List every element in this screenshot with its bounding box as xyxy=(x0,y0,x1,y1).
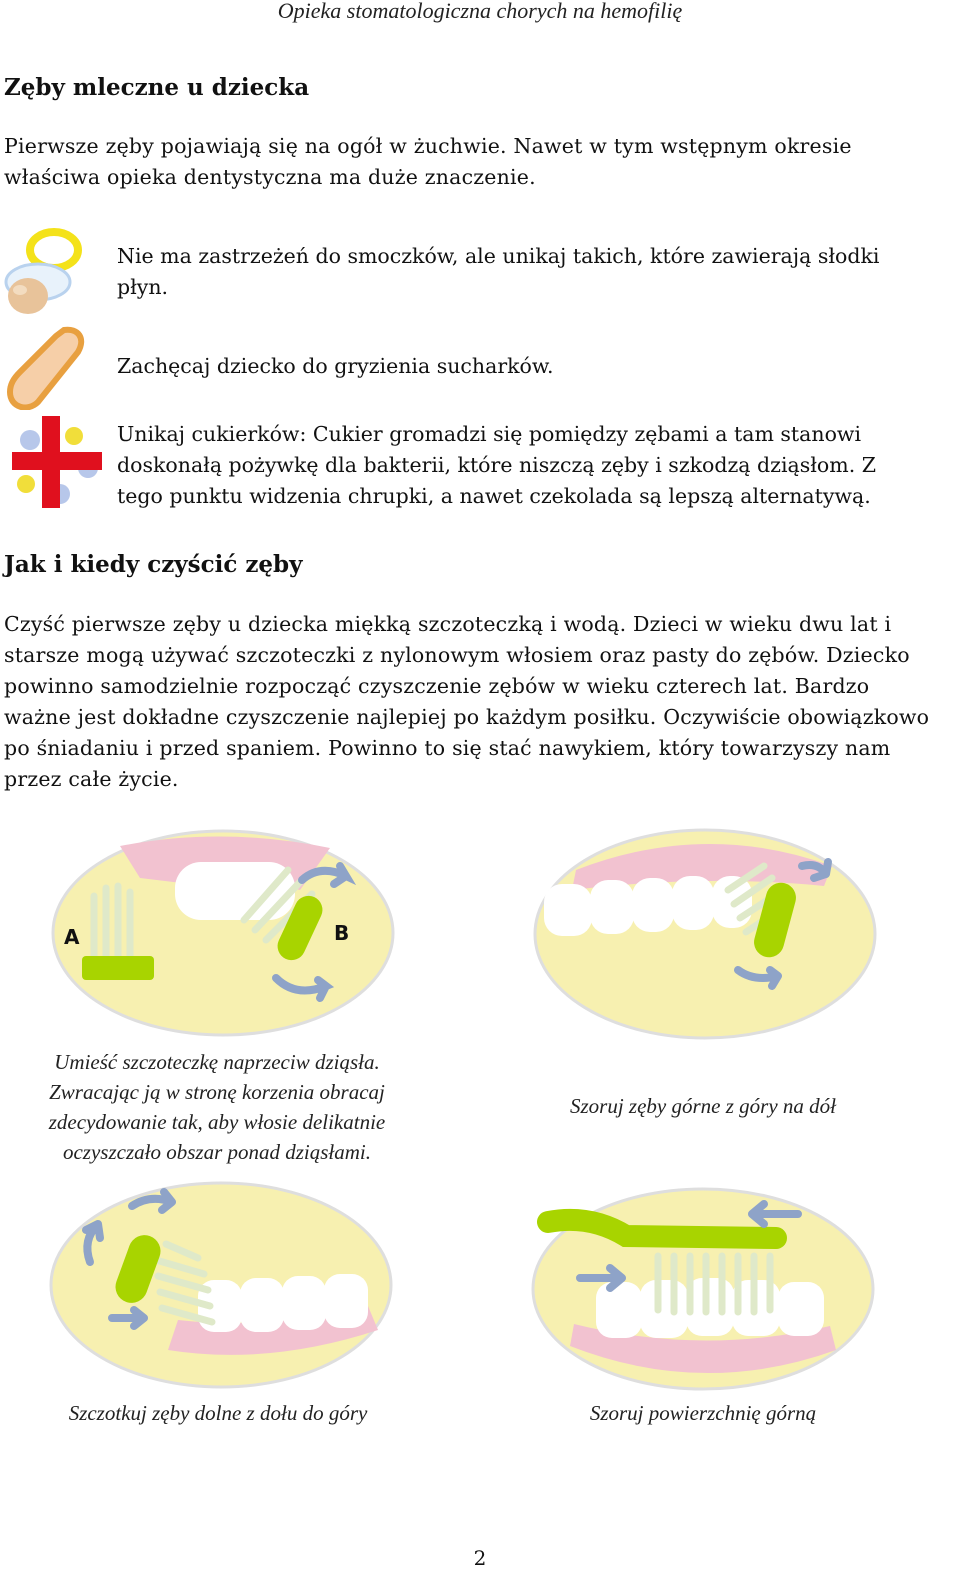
illustration-upper-teeth xyxy=(532,826,878,1042)
label-a: A xyxy=(64,925,80,949)
rusk-icon xyxy=(4,324,88,410)
caption-chewing-surface: Szoruj powierzchnię górną xyxy=(589,1401,817,1425)
intro-paragraph: Pierwsze zęby pojawiają się na ogół w żuchwie. Nawet w tym wstępnym okresie właściwa opieka dentystyczna ma duże znaczenie. xyxy=(4,134,852,189)
page-number: 2 xyxy=(473,1546,487,1570)
section-heading-brushing: Jak i kiedy czyścić zęby xyxy=(4,551,303,578)
item-sweets-text: Unikaj cukierków: Cukier gromadzi się pomiędzy zębami a tam stanowi doskonałą pożywkę dla bakterii, które niszczą zęby i szkodzą dziąsłom. Z tego punktu widzenia chrupki, a nawet czekolada są lepszą alternatywą. xyxy=(117,422,876,508)
caption-lower-teeth: Szczotkuj zęby dolne z dołu do góry xyxy=(68,1401,368,1425)
illustration-gum-angle xyxy=(50,828,396,1038)
section-heading-baby-teeth: Zęby mleczne u dziecka xyxy=(4,74,310,101)
pacifier-icon xyxy=(2,224,84,324)
illustration-chewing-surface xyxy=(530,1186,876,1392)
running-header: Opieka stomatologiczna chorych na hemofilię xyxy=(277,0,683,23)
caption-upper-teeth: Szoruj zęby górne z góry na dół xyxy=(570,1094,836,1118)
item-rusk-text: Zachęcaj dziecko do gryzienia sucharków. xyxy=(117,354,554,378)
item-pacifier-text: Nie ma zastrzeżeń do smoczków, ale unikaj takich, które zawierają słodki płyn. xyxy=(117,244,880,299)
brushing-paragraph: Czyść pierwsze zęby u dziecka miękką szczoteczką i wodą. Dzieci w wieku dwu lat i starsze mogą używać szczoteczki z nylonowym włosiem oraz pasty do zębów. Dziecko powinno samodzielnie rozpocząć czyszczenie zębów w wieku czterech lat. Bardzo ważne jest dokładne czyszczenie najlepiej po każdym posiłku. Oczywiście obowiązkowo po śniadaniu i przed spaniem. Powinno to się stać nawykiem, który towarzyszy nam przez całe życie. xyxy=(4,612,930,791)
no-sweets-icon xyxy=(4,414,108,510)
label-b: B xyxy=(334,921,350,945)
illustration-lower-teeth xyxy=(48,1180,394,1390)
caption-gum-angle: Umieść szczoteczkę naprzeciw dziąsła. Zwracając ją w stronę korzenia obracaj zdecydowanie tak, aby włosie delikatnie oczyszczało obszar ponad dziąsłami. xyxy=(48,1050,386,1164)
